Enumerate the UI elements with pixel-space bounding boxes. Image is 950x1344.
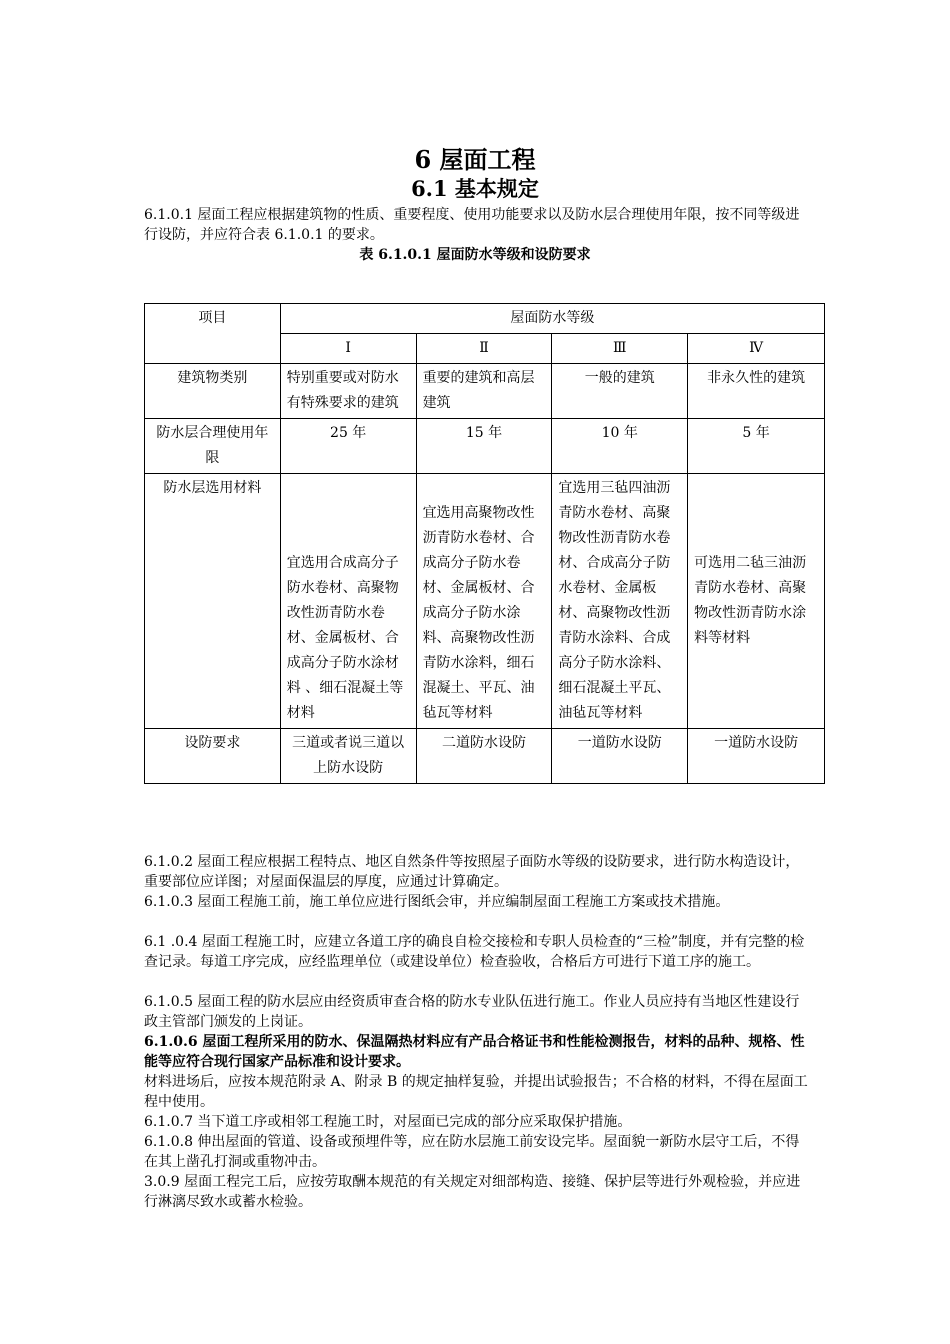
table-cell: 一道防水设防 <box>688 729 825 784</box>
row-label: 建筑物类别 <box>145 364 281 419</box>
table-cell: 宜选用三毡四油沥青防水卷材、高聚物改性沥青防水卷材、合成高分子防水卷材、金属板材、高聚物改性沥青防水涂料、合成高分子防水涂料、细石混凝土平瓦、油毡瓦等材料 <box>552 474 688 729</box>
table-cell: 可选用二毡三油沥青防水卷材、高聚物改性沥青防水涂料等材料 <box>688 474 825 729</box>
paragraph-6-1-0-2: 6.1.0.2 屋面工程应根据工程特点、地区自然条件等按照屋子面防水等级的设防要求，进行防水构造设计，重要部位应详图；对屋面保温层的厚度，应通过计算确定。 <box>144 854 800 890</box>
table-cell: 三道或者说三道以上防水设防 <box>280 729 416 784</box>
table-header-grade: 屋面防水等级 <box>280 304 824 334</box>
table-cell: 非永久性的建筑 <box>688 364 825 419</box>
table-header-item: 项目 <box>145 304 281 364</box>
row-label: 防水层选用材料 <box>145 474 281 729</box>
section-title: 6.1 基本规定 <box>411 176 539 201</box>
paragraph-6-1-0-5: 6.1.0.5 屋面工程的防水层应由经资质审查合格的防水专业队伍进行施工。作业人员应持有当地区性建设行政主管部门颁发的上岗证。 <box>144 994 800 1030</box>
intro-paragraph: 6.1.0.1 屋面工程应根据建筑物的性质、重要程度、使用功能要求以及防水层合理使用年限，按不同等级进行设防，并应符合表 6.1.0.1 的要求。 <box>144 207 800 243</box>
row-label: 设防要求 <box>145 729 281 784</box>
table-cell: 特别重要或对防水有特殊要求的建筑 <box>280 364 416 419</box>
paragraph-6-1-0-4: 6.1 .0.4 屋面工程施工时，应建立各道工序的确良自检交接检和专职人员检查的“三检”制度，并有完整的检查记录。每道工序完成，应经监理单位（或建设单位）检查验收，合格后方可进行下道工序的施工。 <box>144 934 805 970</box>
table-row <box>145 364 825 419</box>
table-row <box>145 419 825 474</box>
paragraph-6-1-0-8: 6.1.0.8 伸出屋面的管道、设备或预埋件等，应在防水层施工前安设完毕。屋面貌一新防水层守工后，不得在其上凿孔打洞或重物冲击。 <box>144 1134 800 1170</box>
page-title: 6 屋面工程 <box>414 145 536 174</box>
table-cell: 二道防水设防 <box>416 729 552 784</box>
table-cell: 5 年 <box>688 419 825 474</box>
table-cell: 15 年 <box>416 419 552 474</box>
paragraph-6-1-0-3: 6.1.0.3 屋面工程施工前，施工单位应进行图纸会审，并应编制屋面工程施工方案或技术措施。 <box>144 894 730 910</box>
paragraph-6-1-0-6: 6.1.0.6 屋面工程所采用的防水、保温隔热材料应有产品合格证书和性能检测报告，材料的品种、规格、性能等应符合现行国家产品标准和设计要求。 <box>144 1034 805 1070</box>
grade-cell: Ⅰ <box>280 334 416 364</box>
table-caption: 表 6.1.0.1 屋面防水等级和设防要求 <box>359 247 591 263</box>
paragraph-3-0-9: 3.0.9 屋面工程完工后，应按劳取酬本规范的有关规定对细部构造、接缝、保护层等进行外观检验，并应进行淋漓尽致水或蓄水检验。 <box>144 1174 801 1210</box>
grade-cell: Ⅳ <box>688 334 825 364</box>
table-cell: 10 年 <box>552 419 688 474</box>
table-cell: 一般的建筑 <box>552 364 688 419</box>
paragraph-6-1-0-7: 6.1.0.7 当下道工序或相邻工程施工时，对屋面已完成的部分应采取保护措施。 <box>144 1114 632 1130</box>
table-cell: 宜选用高聚物改性沥青防水卷材、合成高分子防水卷材、金属板材、合成高分子防水涂料、高聚物改性沥青防水涂料，细石混凝土、平瓦、油毡瓦等材料 <box>416 474 552 729</box>
table-row <box>145 729 825 784</box>
table-header-row <box>145 304 825 334</box>
table-cell: 宜选用合成高分子防水卷材、高聚物改性沥青防水卷材、金属板材、合成高分子防水涂材料 、细石混凝土等材料 <box>280 474 416 729</box>
paragraph-material-entry: 材料进场后，应按本规范附录 A、附录 B 的规定抽样复验，并提出试验报告；不合格的材料，不得在屋面工程中使用。 <box>144 1074 808 1110</box>
table-cell: 重要的建筑和高层建筑 <box>416 364 552 419</box>
waterproof-grade-table <box>144 303 825 784</box>
grade-cell: Ⅲ <box>552 334 688 364</box>
row-label: 防水层合理使用年限 <box>145 419 281 474</box>
table-row <box>145 474 825 729</box>
table-cell: 一道防水设防 <box>552 729 688 784</box>
grade-cell: Ⅱ <box>416 334 552 364</box>
table-cell: 25 年 <box>280 419 416 474</box>
